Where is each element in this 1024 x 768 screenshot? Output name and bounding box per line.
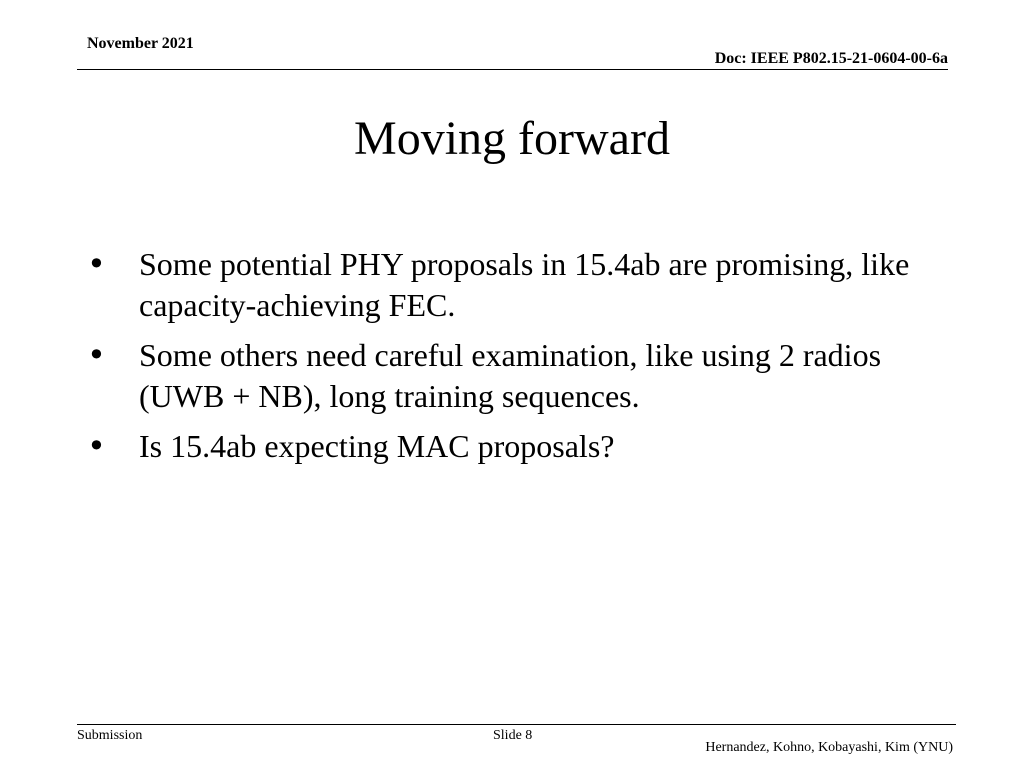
bullet-item-3	[87, 426, 947, 467]
footer-divider	[77, 724, 956, 725]
bullet-icon: •	[87, 427, 106, 465]
footer-authors: Hernandez, Kohno, Kobayashi, Kim (YNU)	[705, 740, 953, 755]
bullet-text: Some others need careful examination, like using 2 radios (UWB + NB), long training sequences.	[139, 337, 882, 414]
slide-title: Moving forward	[354, 112, 670, 165]
bullet-text: Is 15.4ab expecting MAC proposals?	[139, 428, 615, 464]
bullet-item-1	[87, 244, 947, 326]
header-divider	[77, 69, 948, 70]
bullet-item-2	[87, 335, 947, 417]
bullet-icon: •	[87, 245, 106, 283]
bullet-text: Some potential PHY proposals in 15.4ab are promising, like capacity-achieving FEC.	[139, 246, 910, 323]
footer-submission: Submission	[77, 728, 143, 743]
bullet-icon: •	[87, 336, 106, 374]
slide-number: Slide 8	[493, 728, 533, 743]
header-date: November 2021	[87, 35, 194, 52]
bullet-list	[87, 244, 947, 476]
header-doc-id: Doc: IEEE P802.15-21-0604-00-6a	[714, 50, 948, 67]
